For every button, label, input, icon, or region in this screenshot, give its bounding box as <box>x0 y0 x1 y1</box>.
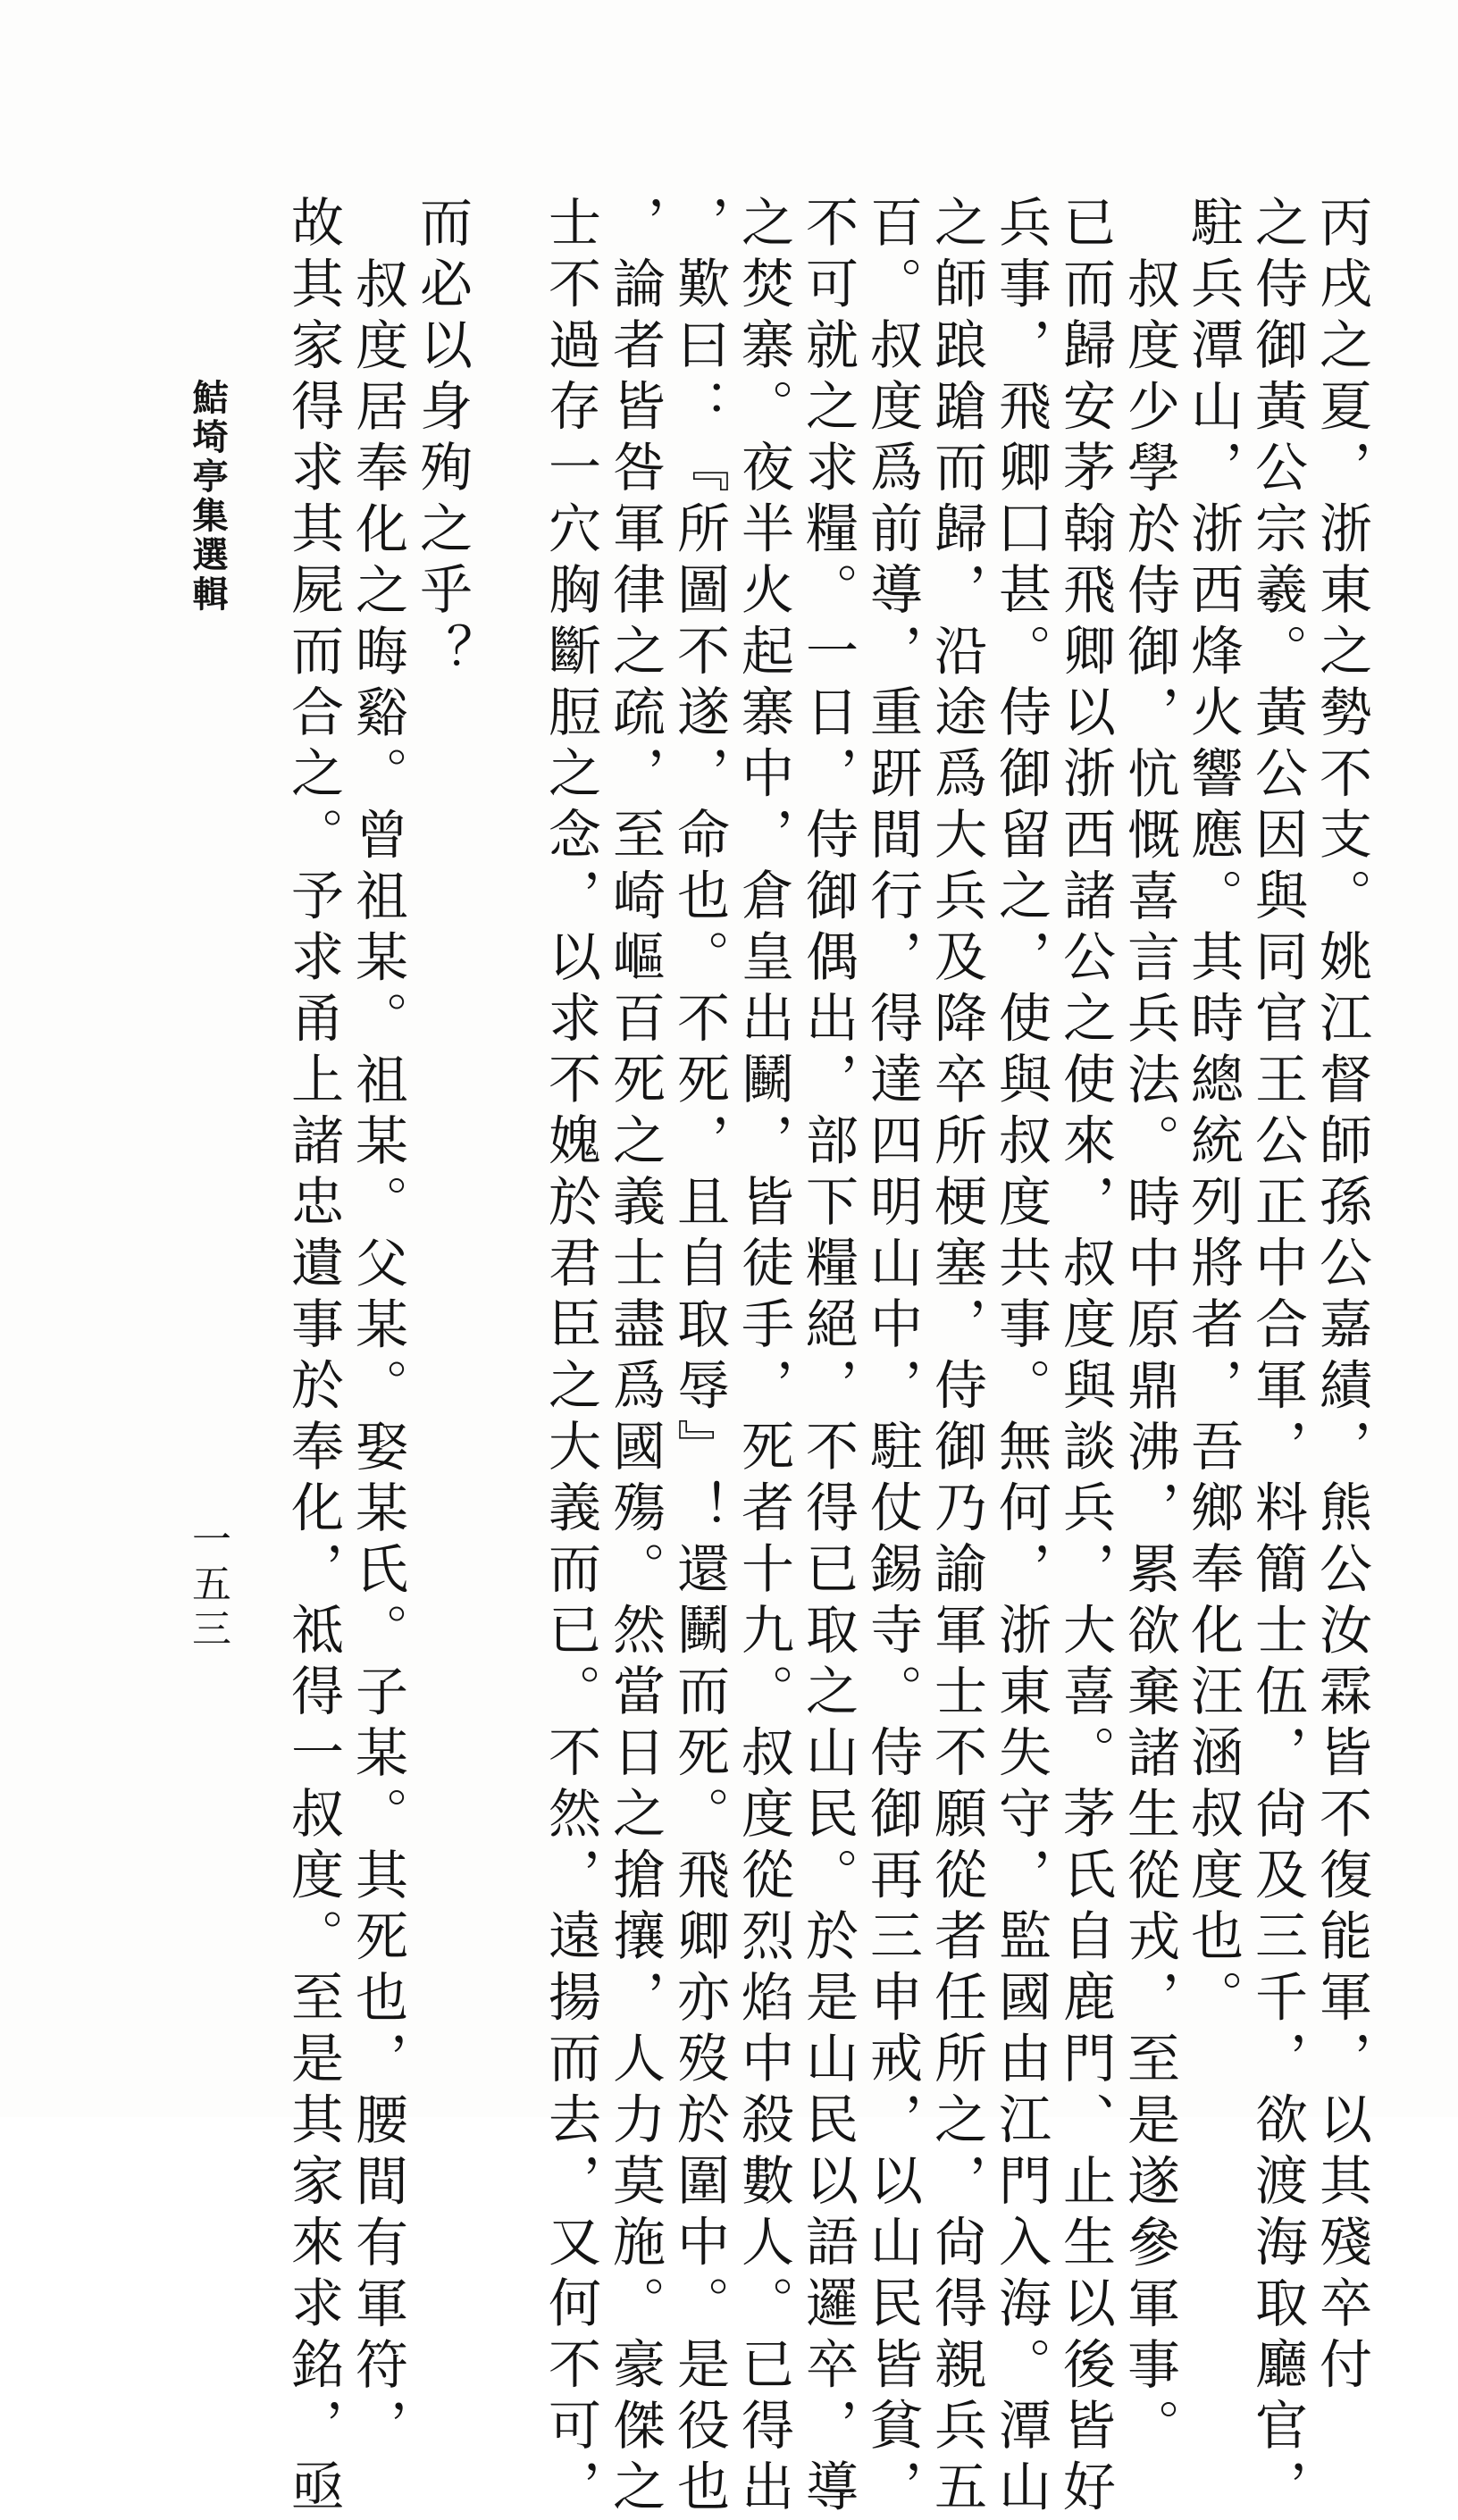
text-column-6: 兵事，飛卿囗甚。侍御留之，使與叔度共事。無何，浙東失守，監國由江門入海。潭山 <box>990 195 1052 2520</box>
text-column-14: 而必以身殉之乎？ <box>411 195 473 684</box>
text-column-2: 之侍御黃公宗羲。黃公因與同官王公正中合軍，料簡士伍，尙及三千，欲渡海取廳官， <box>1246 195 1308 2520</box>
text-column-1: 丙戌之夏，浙東之勢不支。姚江督師孫公嘉績，熊公汝霖皆不復能軍，以其殘卒付 <box>1311 195 1372 2398</box>
text-column-4: 叔度少學於侍御，忼慨喜言兵法。時中原鼎沸，累欲棄諸生從戎，至是遂參軍事。 <box>1119 256 1180 2459</box>
text-column-13: 士不過存一穴胸斷脰之念，以求不媿於君臣之大義而已。不然，遠揚而去，又何不可， <box>540 195 601 2520</box>
page-number: 一五三 <box>185 1519 230 1653</box>
text-column-3: 駐兵潭山，浙西烽火響應。其時總統列將者，吾鄉奉化汪涵叔度也。 <box>1182 195 1244 2030</box>
running-header: 鮚埼亭集選輯 <box>187 379 229 615</box>
text-column-10: 之焚寨。夜半火起寨中，倉皇出鬭，皆徒手，死者十九。叔度從烈焰中殺數人。已得出 <box>733 195 794 2520</box>
text-column-11: ，歎曰：『所圖不遂，命也。不死，且自取辱』！還鬭而死。飛卿亦歿於圍中。是役也 <box>668 195 730 2520</box>
text-column-8: 百。叔度爲前導，重趼間行，得達四明山中，駐仗錫寺。侍御再三申戒，以山民皆貧， <box>861 195 923 2520</box>
text-column-16: 故其家得求其屍而合之。予求甬上諸忠遺事於奉化，祗得一叔度。至是其家來求銘，亟 <box>282 195 344 2520</box>
text-column-15: 叔度居奉化之晦谿。曾祖某。祖某。父某。娶某氏。子某。其死也，腰間有軍符， <box>347 256 408 2459</box>
text-column-12: ，論者皆咎軍律之疏，至崎嶇百死之義士盡爲國殤。然當日之搶攘，人力莫施。豪傑之 <box>604 195 666 2520</box>
text-column-5: 已而歸安茅翰飛卿以浙西諸公之使來，叔度與談兵，大喜。茅氏自鹿門、止生以後皆好 <box>1054 195 1116 2520</box>
text-column-9: 不可就之求糧。一日，侍御偶出，部下糧絕，不得已取之山民。於是山民以語邏卒，導 <box>797 195 859 2520</box>
text-column-7: 之師踉蹌而歸，沿途爲大兵及降卒所梗塞，侍御乃諭軍士不願從者任所之，尙得親兵五 <box>926 195 987 2520</box>
